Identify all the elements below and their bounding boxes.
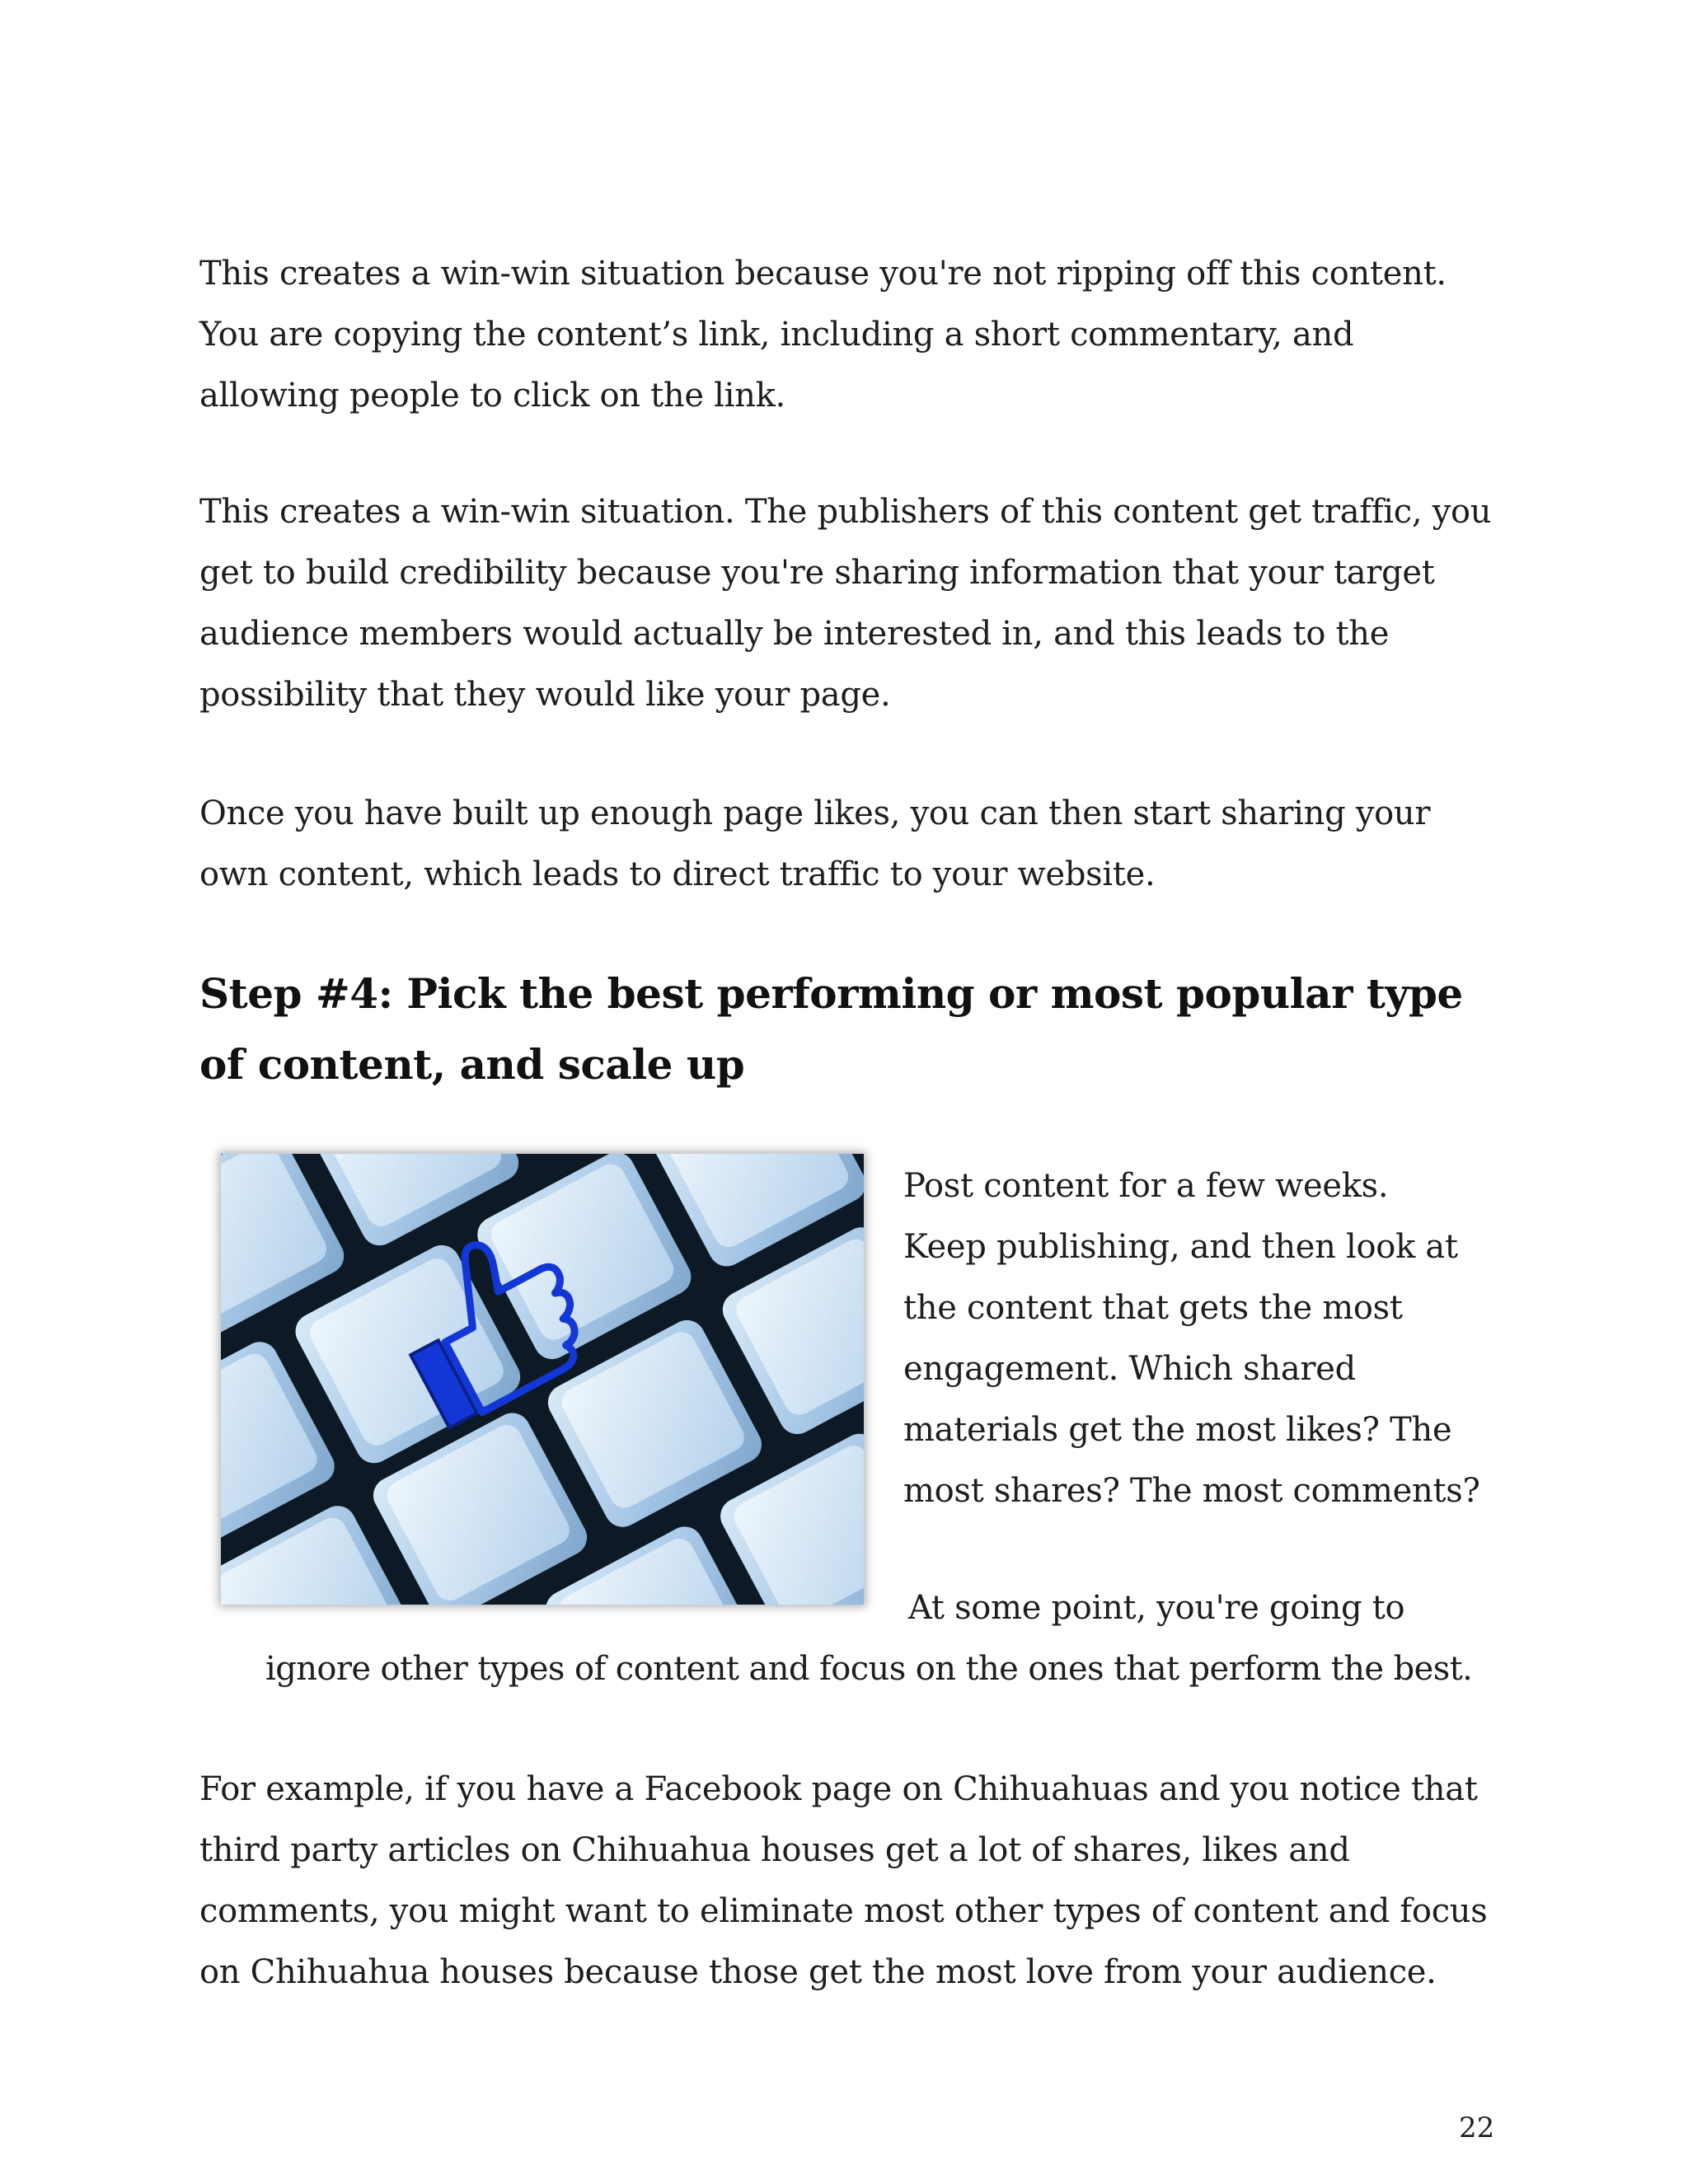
- page-number: 22: [1459, 2111, 1495, 2144]
- paragraph-4: For example, if you have a Facebook page on Chihuahuas and you notice that third party articles on Chihuahua houses get a lot of shares, likes and comments, you might want to eliminate most other types of content and focus on Chihuahua houses because those get the most love from your audience.: [199, 1770, 1488, 1991]
- side-paragraph: Post content for a few weeks. Keep publishing, and then look at the content that gets the most engagement. Which shared materials get the most likes? The most shares? The most comments?: [903, 1167, 1480, 1510]
- section-heading: Step #4: Pick the best performing or most popular type of content, and scale up: [199, 969, 1463, 1089]
- wrap-text-line-2: ignore other types of content and focus on the ones that perform the best.: [265, 1650, 1473, 1688]
- paragraph-1: This creates a win-win situation because you're not ripping off this content. You are copying the content’s link, including a short commentary, and allowing people to click on the link.: [199, 255, 1447, 415]
- paragraph-2: This creates a win-win situation. The publishers of this content get traffic, you get to build credibility because you're sharing information that your target audience members would actually be interested in, and this leads to the possibility that they would like your page.: [199, 493, 1492, 714]
- wrap-text-line-1: At some point, you're going to: [908, 1589, 1405, 1627]
- paragraph-3: Once you have built up enough page likes, you can then start sharing your own content, which leads to direct traffic to your website.: [199, 794, 1431, 893]
- keyboard-like-key-image: [221, 1154, 864, 1605]
